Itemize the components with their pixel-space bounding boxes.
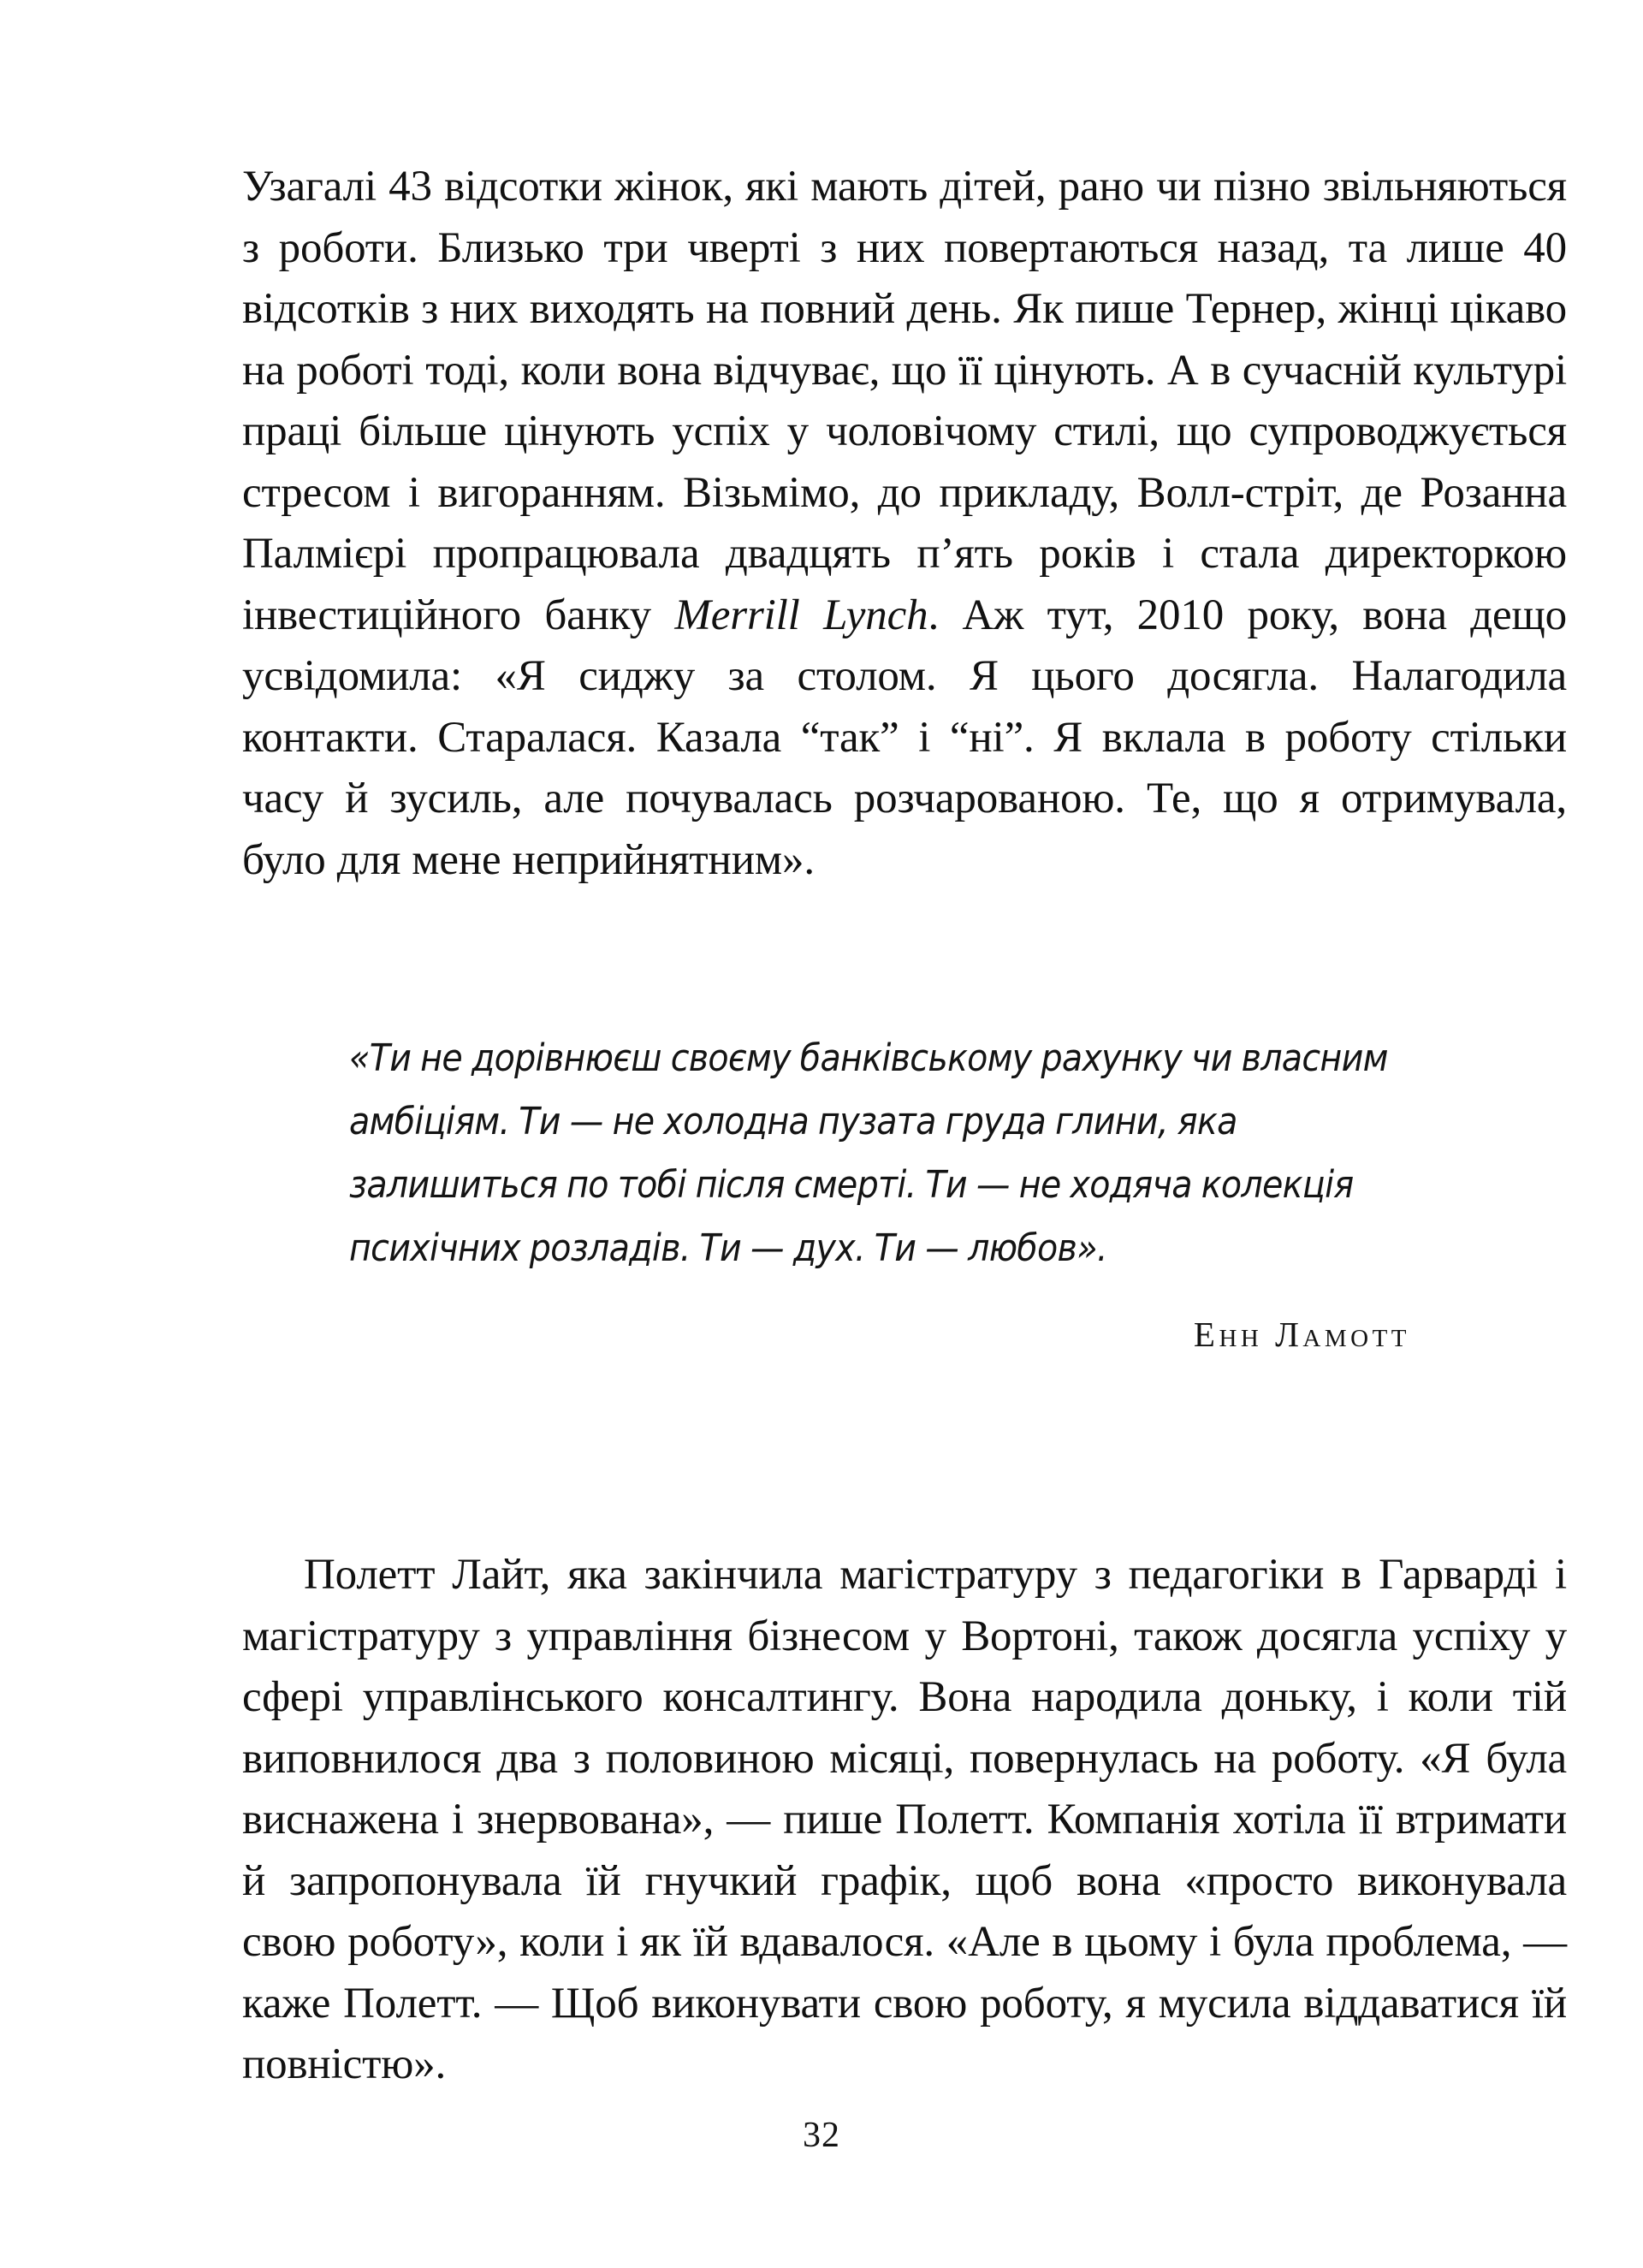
paragraph-one	[242, 157, 1567, 891]
pullquote-text: «Ти не дорівнюєш своєму банківському рахунку чи власним амбіціям. Ти — не холодна пузата груда глини, яка залишиться по тобі після смерті. Ти — не ходяча колекція психічних розладів. Ти — дух. Ти — любов».	[349, 1036, 1388, 1270]
paragraph-two: Полетт Лайт, яка закінчила магістратуру з педагогіки в Гарварді і магістратуру з управління бізнесом у Вортоні, також досягла успіху у сфері управлінського консалтингу. Вона народила доньку, і коли тій виповнилося два з половиною місяці, повернулась на роботу. «Я була виснажена і знервована», — пише Полетт. Компанія хотіла її втримати й запропонувала їй гнучкий графік, щоб вона «просто виконувала свою роботу», коли і як їй вдавалося. «Але в цьому і була проблема, — каже Полетт. — Щоб виконувати свою роботу, я мусила віддаватися їй повністю».	[242, 1551, 1567, 2088]
book-title-merrill-lynch: Merrill Lynch	[674, 591, 928, 639]
paragraph-two-container	[242, 1545, 1567, 2096]
pullquote-attribution: Енн Ламотт	[1193, 1315, 1410, 1354]
page-number-container	[0, 2114, 1643, 2157]
pullquote-attribution-container	[349, 1314, 1410, 1355]
paragraph-one-text-after-italic: . Аж тут, 2010 року, вона дещо усвідомила: «Я сиджу за столом. Я цього досягла. Налагодила контакти. Старалася. Казала “так” і “ні”. Я вклала в роботу стільки часу й зусиль, але почувалась розчарованою. Те, що я отримувала, було для мене неприйнятним».	[242, 591, 1567, 884]
pullquote-container	[349, 1027, 1410, 1280]
paragraph-one-text-before-italic: Узагалі 43 відсотки жінок, які мають дітей, рано чи пізно звільняються з роботи. Близько три чверті з них повертаються назад, та лише 40 відсотків з них виходять на повний день. Як пише Тернер, жінці цікаво на роботі тоді, коли вона відчуває, що її цінують. А в сучасній культурі праці більше цінують успіх у чоловічому стилі, що супроводжується стресом і вигоранням. Візьмімо, до прикладу, Волл-стріт, де Розанна Палмієрі пропрацювала двадцять п’ять років і стала директоркою інвестиційного банку	[242, 163, 1567, 639]
page-number: 32	[803, 2116, 840, 2155]
paragraph-one-container	[242, 157, 1567, 891]
